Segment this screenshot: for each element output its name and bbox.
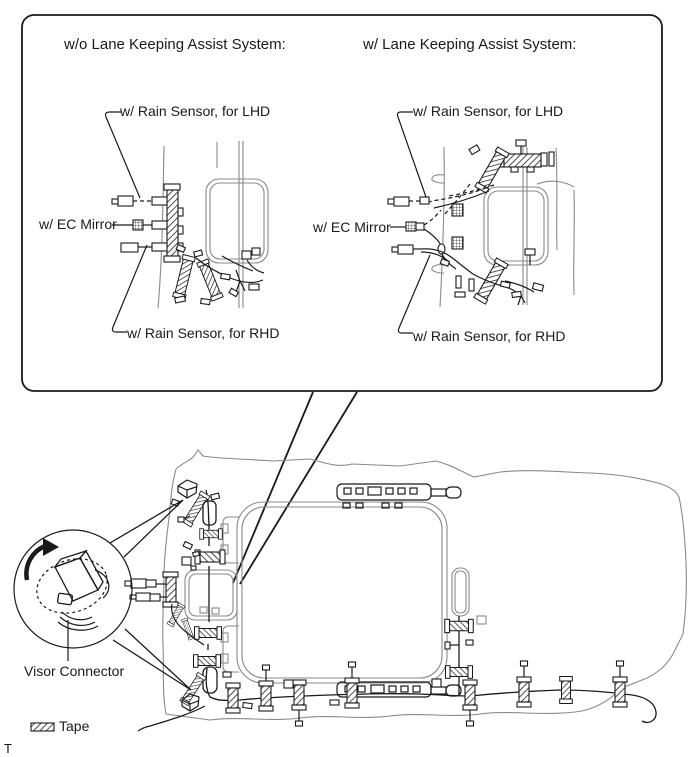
tape-legend-label: Tape <box>59 718 90 734</box>
right-inset-drawing <box>388 112 574 333</box>
left-variant-title: w/o Lane Keeping Assist System: <box>64 36 286 53</box>
right-label-rain-sensor-rhd: w/ Rain Sensor, for RHD <box>413 328 566 344</box>
visor-connector-label: Visor Connector <box>24 663 125 679</box>
callout-pointer-lines <box>233 392 357 584</box>
main-roof-drawing <box>125 450 686 731</box>
front-bracket-strip <box>337 484 461 508</box>
left-inset-drawing <box>106 112 269 332</box>
rotation-arrow-icon <box>26 538 59 580</box>
right-variant-title: w/ Lane Keeping Assist System: <box>363 36 577 53</box>
tape-swatch-icon <box>31 723 54 731</box>
windshield-header-connectors <box>125 572 204 645</box>
visor-connector-detail <box>30 550 115 630</box>
harness-left-run <box>194 490 226 697</box>
left-label-rain-sensor-rhd: w/ Rain Sensor, for RHD <box>127 325 280 341</box>
right-label-ec-mirror: w/ EC Mirror <box>313 219 391 235</box>
right-label-rain-sensor-lhd: w/ Rain Sensor, for LHD <box>413 103 564 119</box>
visor-connector-callout <box>14 500 191 690</box>
page-margin-text: T <box>4 741 12 756</box>
left-label-rain-sensor-lhd: w/ Rain Sensor, for LHD <box>120 103 271 119</box>
left-label-ec-mirror: w/ EC Mirror <box>39 216 117 232</box>
